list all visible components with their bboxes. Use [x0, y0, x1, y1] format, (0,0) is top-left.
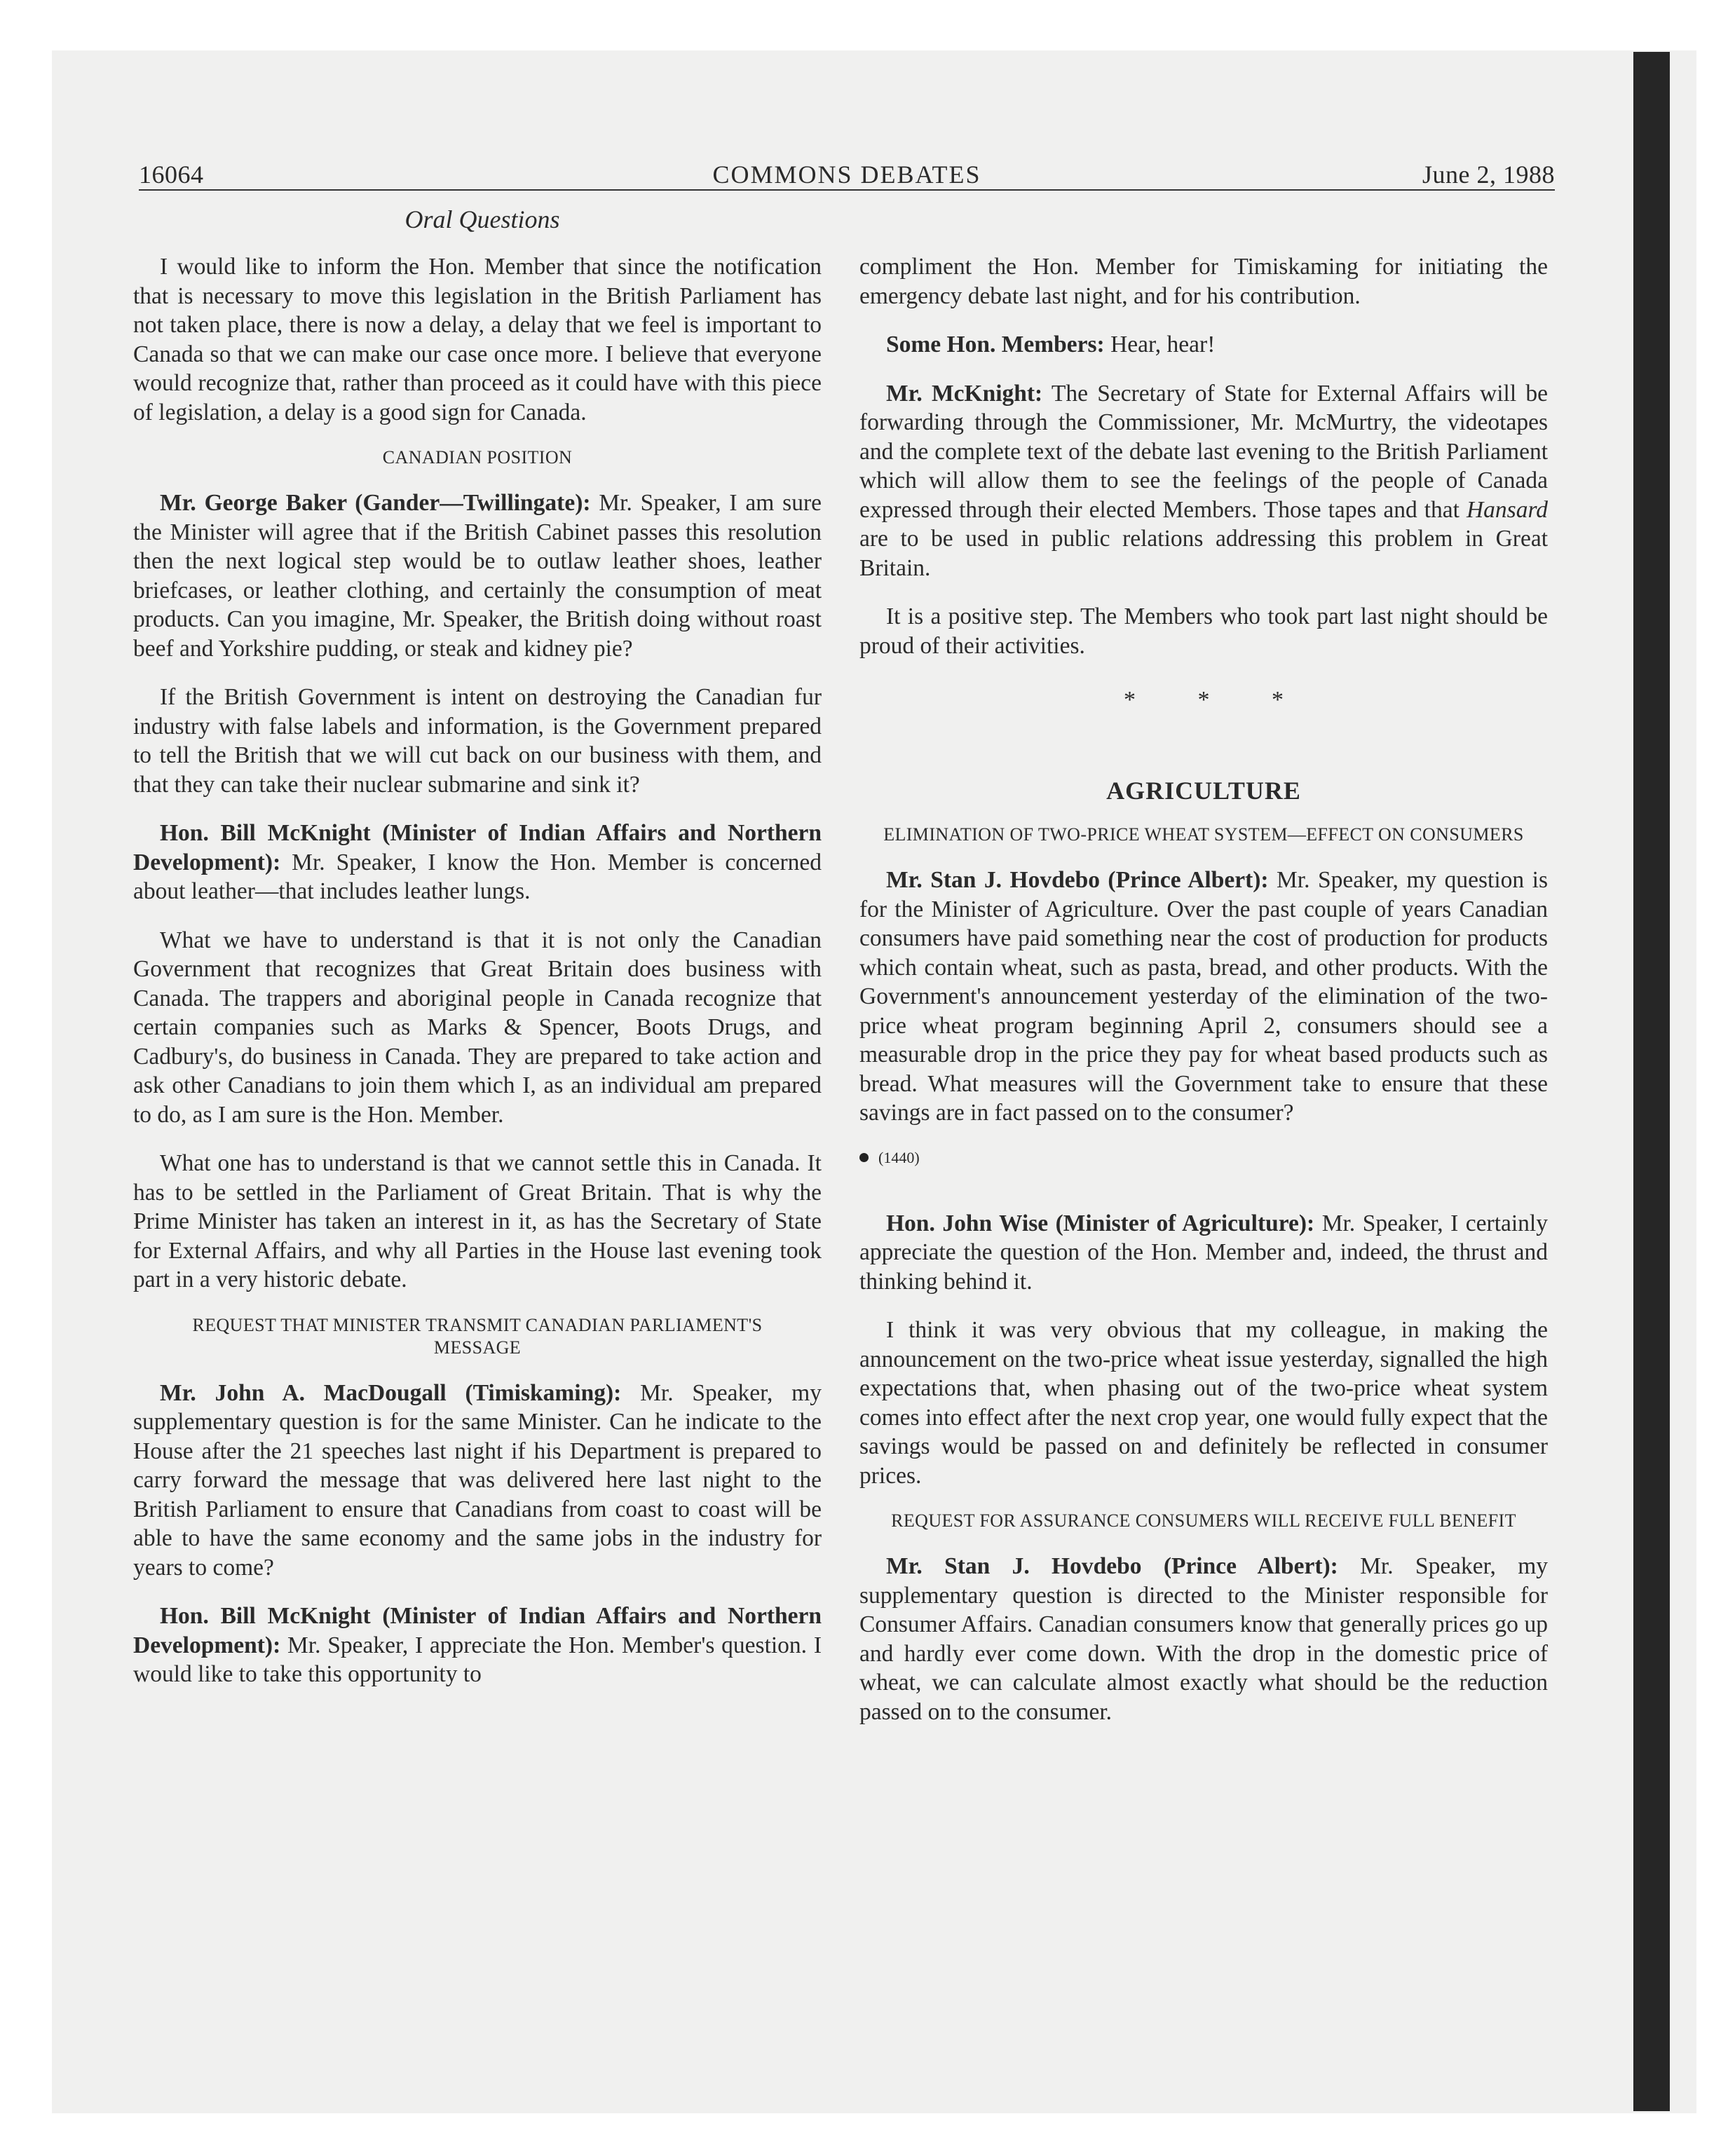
left-column — [133, 252, 822, 1709]
paragraph: It is a positive step. The Members who took part last night should be proud of their activities. — [859, 603, 1548, 659]
subheading: ELIMINATION OF TWO-PRICE WHEAT SYSTEM—EFFECT ON CONSUMERS — [883, 824, 1524, 845]
header-rule — [139, 189, 1555, 191]
paragraph: compliment the Hon. Member for Timiskaming for initiating the emergency debate last night, and for his contribution. — [859, 254, 1548, 309]
paragraph — [859, 330, 1548, 360]
italic-term: Hansard — [1466, 496, 1548, 523]
speaker-name: Mr. Stan J. Hovdebo (Prince Albert): — [886, 1553, 1338, 1579]
subheading: REQUEST FOR ASSURANCE CONSUMERS WILL RECEIVE FULL BENEFIT — [891, 1510, 1516, 1531]
speech-text: The Secretary of State for External Affairs will be forwarding through the Commissioner, Mr. McMurtry, the videotapes and the complete text of the debate last evening to the British Parliament which will allow them to see the feelings of the people of Canada expressed through their elected Members. Those tapes and that — [859, 380, 1548, 523]
time-marker-text: (1440) — [878, 1148, 920, 1166]
subheading: CANADIAN POSITION — [382, 447, 573, 468]
speaker-name: Mr. McKnight: — [886, 380, 1043, 407]
bullet-icon — [859, 1153, 869, 1162]
section-title: Oral Questions — [404, 205, 560, 233]
paragraph — [133, 1379, 822, 1583]
time-marker — [859, 1147, 1548, 1168]
publication-title: COMMONS DEBATES — [712, 161, 981, 189]
speaker-name: Mr. Stan J. Hovdebo (Prince Albert): — [886, 867, 1269, 893]
page-number: 16064 — [139, 161, 204, 189]
speech-text: Mr. Speaker, my supplementary question is directed to the Minister responsible for Consumer Affairs. Canadian consumers know that generally prices go up and hardly ever come down. With the drop in the domestic price of wheat, we can calculate almost exactly what should be the reduction passed on to the consumer. — [859, 1553, 1548, 1725]
speaker-name: Hon. Bill McKnight (Minister of Indian Affairs and Northern Development): — [133, 1603, 822, 1658]
paragraph — [859, 866, 1548, 1128]
page-date: June 2, 1988 — [1422, 161, 1555, 189]
speech-text: Mr. Speaker, my question is for the Minister of Agriculture. Over the past couple of years Canadian consumers have paid something near the cost of production for products which contain wheat, such as pasta, bread, and other products. With the Government's announcement yesterday of the elimination of the two-price wheat program beginning April 2, consumers should see a measurable drop in the price they pay for wheat based products such as bread. What measures will the Government take to ensure that these savings are in fact passed on to the consumer? — [859, 867, 1548, 1126]
paragraph — [133, 1602, 822, 1689]
speech-text: Hear, hear! — [1104, 332, 1216, 357]
speaker-name: Mr. John A. MacDougall (Timiskaming): — [160, 1379, 622, 1406]
speech-text: Mr. Speaker, my supplementary question is for the same Minister. Can he indicate to the House after the 21 speeches last night if his Department is prepared to carry forward the message that was delivered here last night to the British Parliament to ensure that Canadians from coast to coast will be able to have the same economy and the same jobs in the industry for years to come? — [133, 1379, 822, 1581]
subheading: REQUEST THAT MINISTER TRANSMIT CANADIAN PARLIAMENT'S MESSAGE — [192, 1314, 763, 1358]
speech-text: Mr. Speaker, I know the Hon. Member is concerned about leather—that includes leather lungs. — [133, 849, 822, 904]
paragraph — [859, 379, 1548, 583]
scan-edge-bar — [1633, 52, 1670, 2111]
speaker-name: Hon. John Wise (Minister of Agriculture): — [886, 1210, 1315, 1236]
speech-text: Mr. Speaker, I appreciate the Hon. Member's question. I would like to take this opportunity to — [133, 1632, 822, 1687]
speech-text: Mr. Speaker, I am sure the Minister will agree that if the British Cabinet passes this resolution then the next logical step would be to outlaw leather shoes, leather briefcases, or leather clothing, and certainly the consumption of meat products. Can you imagine, Mr. Speaker, the British doing without roast beef and Yorkshire pudding, or steak and kidney pie? — [133, 490, 822, 662]
speaker-name: Some Hon. Members: — [886, 332, 1105, 357]
right-column — [859, 252, 1548, 1746]
speaker-name: Hon. Bill McKnight (Minister of Indian Affairs and Northern Development): — [133, 820, 822, 875]
paragraph: What one has to understand is that we cannot settle this in Canada. It has to be settled in the Parliament of Great Britain. That is why the Prime Minister has taken an interest in it, as has the Secretary of State for External Affairs, and why all Parties in the House last evening took part in a very historic debate. — [133, 1150, 822, 1292]
section-break-stars: * * * — [1124, 687, 1312, 713]
paragraph — [859, 1209, 1548, 1297]
paragraph: I think it was very obvious that my colleague, in making the announcement on the two-price wheat issue yesterday, signalled the high expectations that, when phasing out of the two-price wheat system comes into effect after the next crop year, one would fully expect that the savings would be passed on and definitely be reflected in consumer prices. — [859, 1317, 1548, 1489]
main-heading: AGRICULTURE — [1106, 776, 1301, 805]
paragraph: What we have to understand is that it is not only the Canadian Government that recognizes that Great Britain does business with Canada. The trappers and aboriginal people in Canada recognize that certain companies such as Marks & Spencer, Boots Drugs, and Cadbury's, do business in Canada. They are prepared to take action and ask other Canadians to join them which I, as an individual am prepared to do, as I am sure is the Hon. Member. — [133, 927, 822, 1128]
speaker-name: Mr. George Baker (Gander—Twillingate): — [160, 490, 591, 516]
paragraph: If the British Government is intent on destroying the Canadian fur industry with false labels and information, is the Government prepared to tell the British that we will cut back on our business with them, and that they can take their nuclear submarine and sink it? — [133, 684, 822, 798]
paragraph: I would like to inform the Hon. Member that since the notification that is necessary to move this legislation in the British Parliament has not taken place, there is now a delay, a delay that we feel is important to Canada so that we can make our case once more. I believe that everyone would recognize that, rather than proceed as it could have with this piece of legislation, a delay is a good sign for Canada. — [133, 254, 822, 425]
paragraph — [859, 1552, 1548, 1726]
speech-text: are to be used in public relations addressing this problem in Great Britain. — [859, 526, 1548, 581]
paragraph — [133, 819, 822, 906]
paragraph — [133, 489, 822, 663]
page-header — [139, 156, 1555, 191]
speech-text: Mr. Speaker, I certainly appreciate the question of the Hon. Member and, indeed, the thrust and thinking behind it. — [859, 1210, 1548, 1295]
